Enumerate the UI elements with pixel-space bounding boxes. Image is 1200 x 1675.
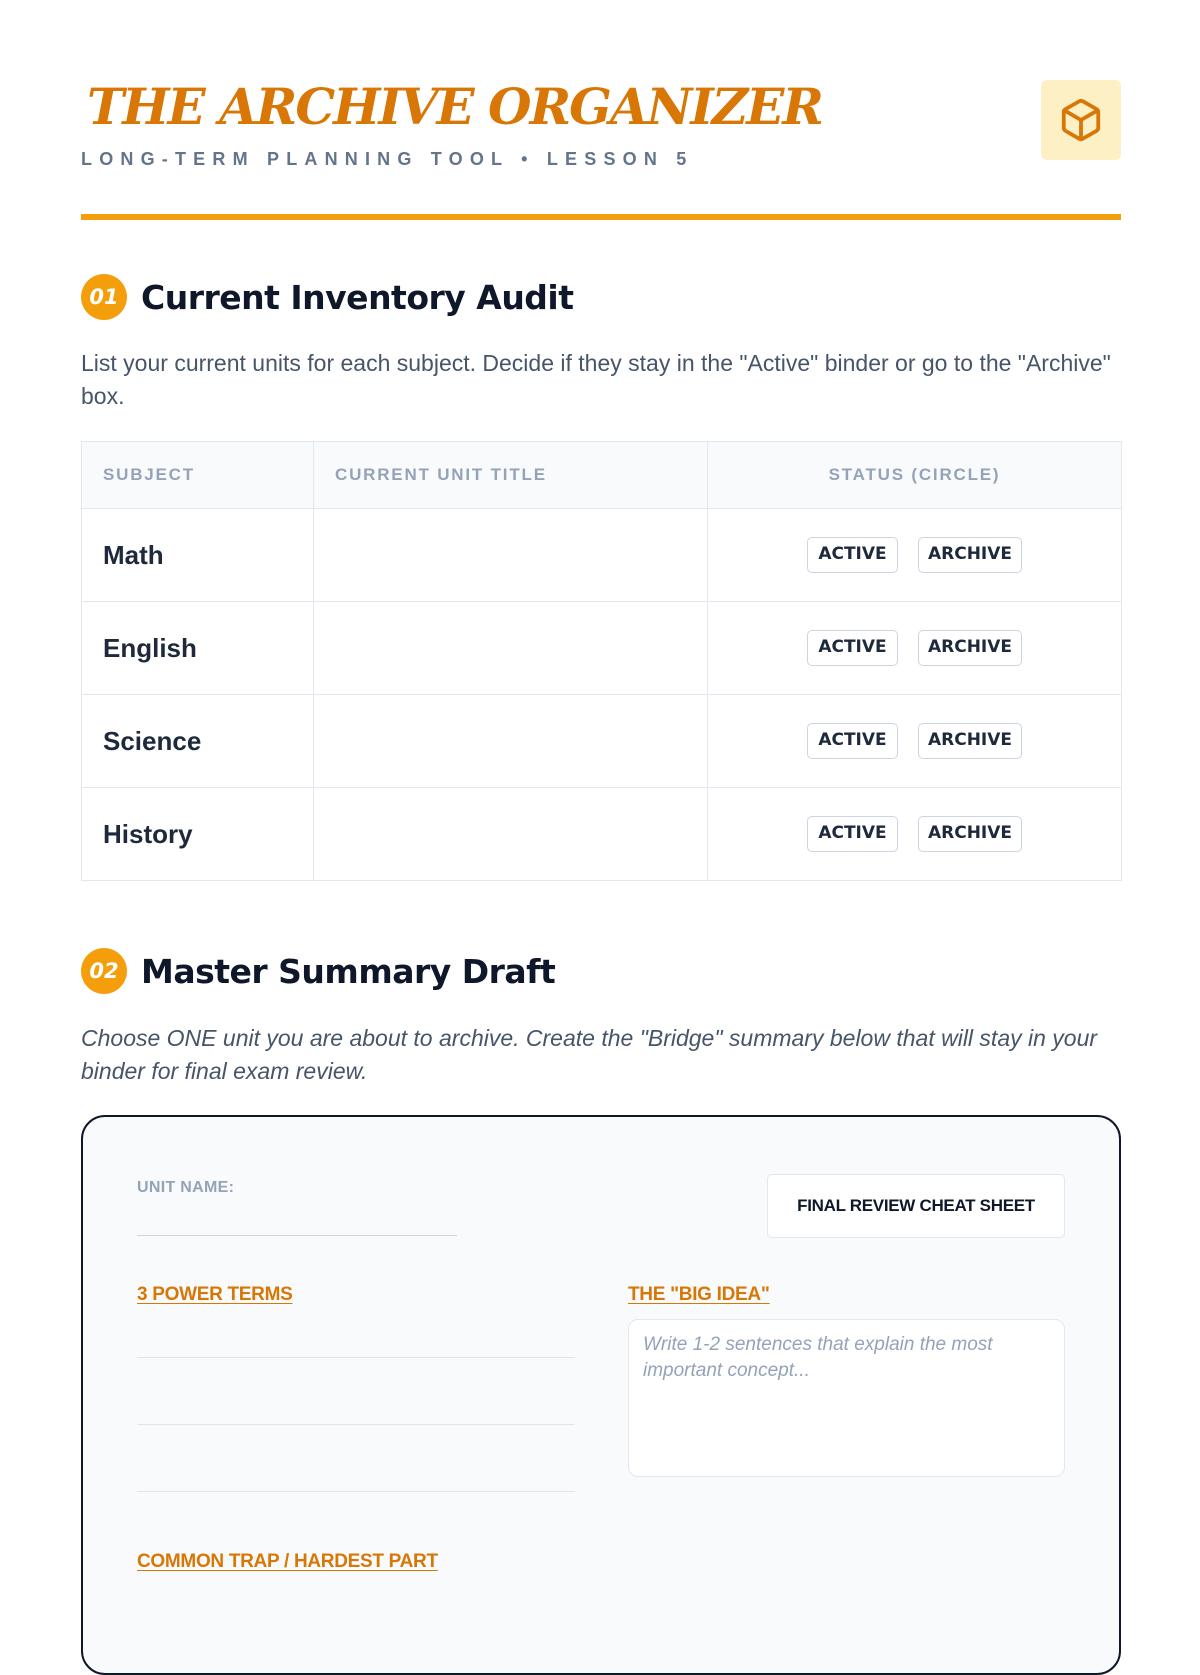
section-2-heading: [81, 948, 555, 994]
unit-title-cell[interactable]: [314, 695, 708, 788]
big-idea-box: [628, 1319, 1065, 1477]
section-2-title: Master Summary Draft: [141, 951, 556, 991]
power-term-line[interactable]: [137, 1424, 575, 1425]
status-active-option[interactable]: ACTIVE: [807, 723, 898, 759]
status-archive-option[interactable]: ARCHIVE: [918, 630, 1022, 666]
section-2-number-badge: 02: [81, 948, 127, 994]
page-subtitle: LONG-TERM PLANNING TOOL • LESSON 5: [81, 149, 694, 169]
unit-title-cell[interactable]: [314, 788, 708, 881]
column-header-subject: SUBJECT: [82, 442, 314, 509]
column-header-status: STATUS (CIRCLE): [708, 442, 1122, 509]
subject-cell: History: [82, 788, 314, 881]
subject-cell: Science: [82, 695, 314, 788]
status-active-option[interactable]: ACTIVE: [807, 630, 898, 666]
page-header: [81, 0, 1121, 222]
status-cell: [708, 788, 1122, 881]
power-terms-heading: 3 POWER TERMS: [137, 1284, 293, 1305]
status-archive-option[interactable]: ARCHIVE: [918, 723, 1022, 759]
table-row: [82, 788, 1122, 881]
table-row: [82, 509, 1122, 602]
section-2-instructions: Choose ONE unit you are about to archive. Create the "Bridge" summary below that will stay in your binder for final exam review.: [81, 1025, 1098, 1084]
section-1-title: Current Inventory Audit: [141, 277, 574, 317]
section-1-heading: [81, 274, 574, 320]
big-idea-heading: THE "BIG IDEA": [628, 1284, 770, 1305]
table-header-row: [82, 442, 1122, 509]
unit-title-cell[interactable]: [314, 509, 708, 602]
power-term-line[interactable]: [137, 1491, 575, 1492]
section-1-instructions: List your current units for each subject. Decide if they stay in the "Active" binder or go to the "Archive" box.: [81, 350, 1111, 409]
section-1-number-badge: 01: [81, 274, 127, 320]
table-row: [82, 695, 1122, 788]
logo: [1041, 80, 1121, 160]
subject-cell: Math: [82, 509, 314, 602]
status-cell: [708, 509, 1122, 602]
common-trap-heading: COMMON TRAP / HARDEST PART: [137, 1551, 438, 1572]
table-row: [82, 602, 1122, 695]
subject-cell: English: [82, 602, 314, 695]
status-cell: [708, 602, 1122, 695]
box-icon: [1058, 97, 1104, 143]
status-active-option[interactable]: ACTIVE: [807, 816, 898, 852]
status-archive-option[interactable]: ARCHIVE: [918, 537, 1022, 573]
final-review-cheat-sheet-button[interactable]: FINAL REVIEW CHEAT SHEET: [767, 1174, 1065, 1238]
status-cell: [708, 695, 1122, 788]
header-divider: [81, 214, 1121, 220]
inventory-audit-table: [81, 441, 1122, 881]
unit-name-field[interactable]: [137, 1235, 457, 1236]
unit-title-cell[interactable]: [314, 602, 708, 695]
page-title: THE ARCHIVE ORGANIZER: [87, 77, 822, 136]
worksheet-page: [81, 0, 1121, 1572]
master-summary-card: [81, 1115, 1121, 1675]
status-active-option[interactable]: ACTIVE: [807, 537, 898, 573]
column-header-unit-title: CURRENT UNIT TITLE: [314, 442, 708, 509]
unit-name-label: UNIT NAME:: [137, 1179, 235, 1196]
status-archive-option[interactable]: ARCHIVE: [918, 816, 1022, 852]
power-term-line[interactable]: [137, 1357, 575, 1358]
big-idea-input[interactable]: [643, 1332, 1050, 1464]
